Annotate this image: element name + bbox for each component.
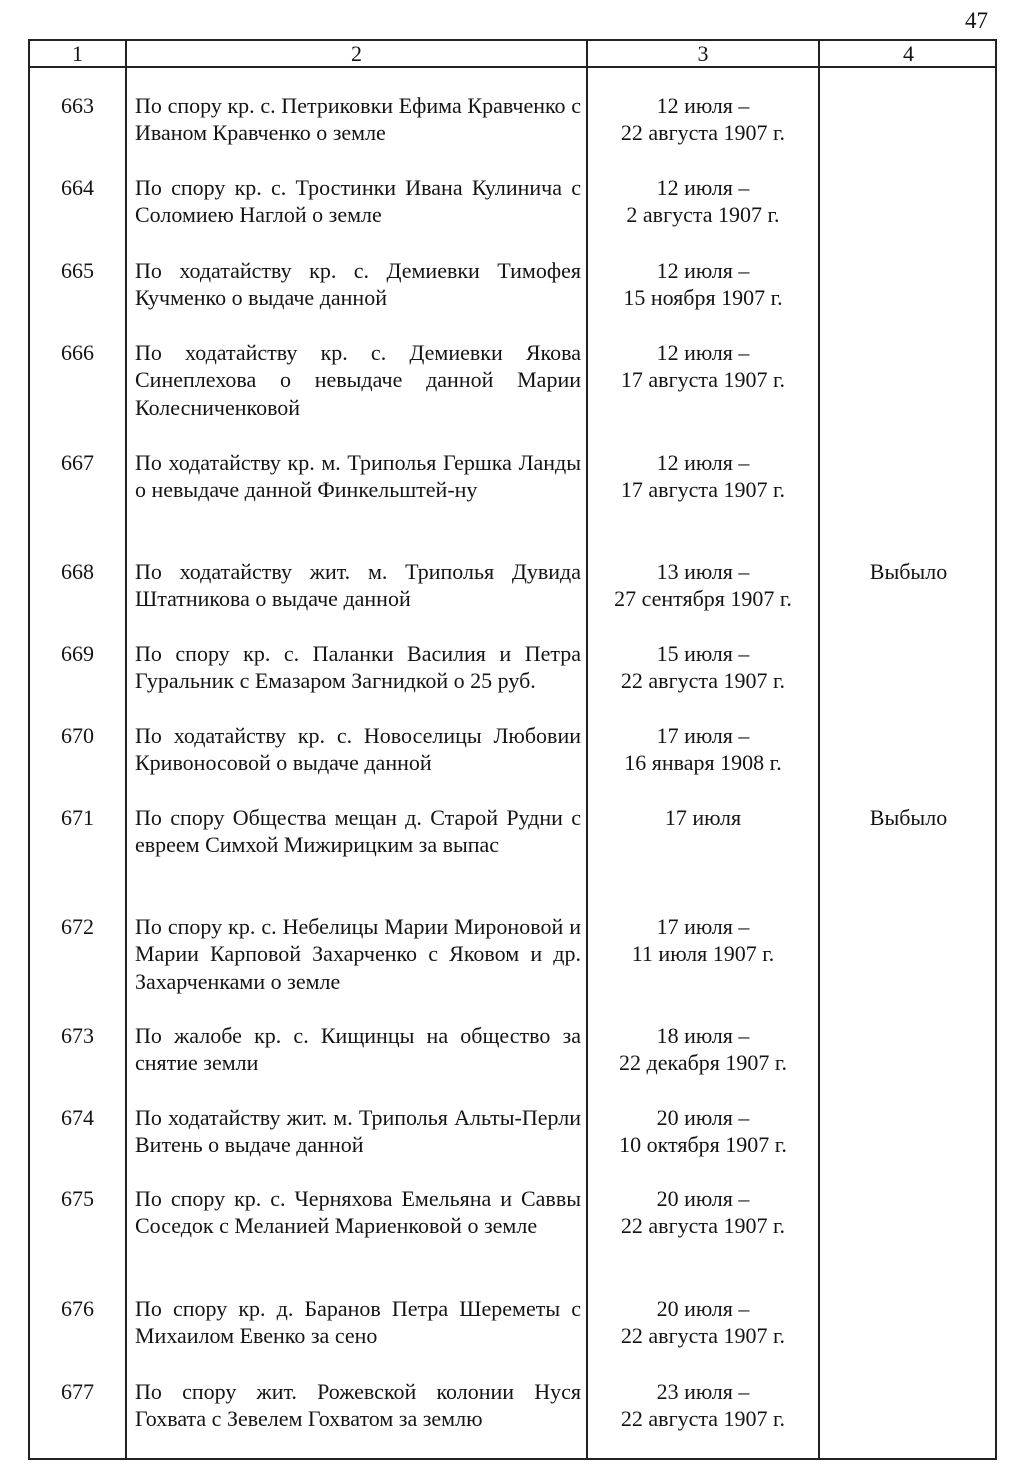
- date-start: 17 июля: [664, 805, 742, 830]
- date-start: 23 июля –: [656, 1379, 750, 1404]
- table-header: [30, 41, 995, 68]
- date-end: 15 ноября 1907 г.: [623, 285, 783, 311]
- column-divider: [818, 41, 820, 1458]
- row-description: По ходатайству кр. с. Демиевки Якова Синеплехова о невыдаче данной Марии Колесниченковой: [135, 340, 581, 420]
- row-number: 666: [61, 340, 94, 365]
- date-end: 22 августа 1907 г.: [620, 1406, 786, 1432]
- row-dates: [588, 1104, 818, 1159]
- column-divider: [125, 41, 127, 1458]
- row-dates: [588, 257, 818, 312]
- row-number: 674: [61, 1105, 94, 1130]
- row-description: По ходатайству жит. м. Триполья Альты-Перли Витень о выдаче данной: [135, 1105, 581, 1158]
- row-description: По спору Общества мещан д. Старой Рудни с евреем Симхой Мижирицким за выпас: [135, 805, 581, 858]
- date-end: 16 января 1908 г.: [624, 750, 782, 776]
- column-header-1: 1: [72, 41, 83, 66]
- row-dates: [588, 1022, 818, 1077]
- row-number: 676: [61, 1296, 94, 1321]
- row-number: 664: [61, 175, 94, 200]
- row-dates: [588, 1185, 818, 1240]
- date-start: 17 июля –: [656, 914, 750, 939]
- date-end: 10 октября 1907 г.: [619, 1132, 787, 1158]
- date-end: 17 августа 1907 г.: [620, 477, 786, 503]
- row-number: 665: [61, 258, 94, 283]
- date-end: 17 августа 1907 г.: [620, 367, 786, 393]
- date-end: 22 августа 1907 г.: [620, 1213, 786, 1239]
- column-header-3: 3: [697, 41, 709, 66]
- row-number: 667: [61, 450, 94, 475]
- row-dates: [588, 339, 818, 394]
- row-description: По спору кр. с. Тростинки Ивана Кулинича с Соломиею Наглой о земле: [135, 175, 581, 228]
- date-start: 15 июля –: [656, 641, 750, 666]
- row-dates: [588, 640, 818, 695]
- date-end: 22 декабря 1907 г.: [619, 1050, 787, 1076]
- date-start: 12 июля –: [656, 340, 750, 365]
- register-table: [28, 39, 997, 1460]
- row-description: По ходатайству жит. м. Триполья Дувида Штатникова о выдаче данной: [135, 559, 581, 612]
- row-description: По спору кр. с. Черняхова Емельяна и Саввы Соседок с Меланией Мариенковой о земле: [135, 1186, 581, 1239]
- date-start: 17 июля –: [656, 723, 750, 748]
- page-number: 47: [965, 8, 988, 33]
- column-header-2: 2: [351, 41, 362, 66]
- row-note: Выбыло: [869, 805, 948, 830]
- row-number: 675: [61, 1186, 94, 1211]
- column-header-4: 4: [903, 41, 914, 66]
- row-number: 668: [61, 559, 94, 584]
- date-start: 12 июля –: [656, 258, 750, 283]
- row-dates: [588, 449, 818, 504]
- row-description: По жалобе кр. с. Кищинцы на общество за снятие земли: [135, 1023, 581, 1076]
- row-dates: [588, 804, 818, 831]
- row-description: По спору кр. с. Паланки Василия и Петра Гуральник с Емазаром Загнидкой о 25 руб.: [135, 641, 581, 694]
- row-description: По ходатайству кр. с. Демиевки Тимофея Кучменко о выдаче данной: [135, 258, 581, 311]
- row-description: По спору кр. с. Петриковки Ефима Кравченко с Иваном Кравченко о земле: [135, 93, 581, 146]
- row-description: По спору кр. д. Баранов Петра Шереметы с Михаилом Евенко за сено: [135, 1296, 581, 1349]
- date-start: 13 июля –: [656, 559, 750, 584]
- date-end: 2 августа 1907 г.: [626, 202, 780, 228]
- row-dates: [588, 174, 818, 229]
- date-end: 27 сентября 1907 г.: [614, 586, 792, 612]
- row-number: 671: [61, 805, 94, 830]
- row-number: 663: [61, 93, 94, 118]
- date-end: 22 августа 1907 г.: [620, 668, 786, 694]
- row-description: По ходатайству кр. м. Триполья Гершка Ланды о невыдаче данной Финкельштей-ну: [135, 450, 581, 503]
- row-dates: [588, 1378, 818, 1433]
- row-note: Выбыло: [869, 559, 948, 584]
- row-dates: [588, 1295, 818, 1350]
- date-start: 20 июля –: [656, 1105, 750, 1130]
- row-description: По спору жит. Рожевской колонии Нуся Гохвата с Зевелем Гохватом за землю: [135, 1379, 581, 1432]
- row-description: По спору кр. с. Небелицы Марии Мироновой и Марии Карповой Захарченко с Яковом и др. Захарченками о земле: [135, 914, 581, 994]
- row-number: 672: [61, 914, 94, 939]
- row-dates: [588, 558, 818, 613]
- date-start: 12 июля –: [656, 175, 750, 200]
- date-end: 22 августа 1907 г.: [620, 1323, 786, 1349]
- date-start: 18 июля –: [656, 1023, 750, 1048]
- row-dates: [588, 92, 818, 147]
- date-start: 20 июля –: [656, 1186, 750, 1211]
- date-start: 12 июля –: [656, 93, 750, 118]
- row-number: 669: [61, 641, 94, 666]
- row-dates: [588, 722, 818, 777]
- date-start: 12 июля –: [656, 450, 750, 475]
- row-number: 677: [61, 1379, 94, 1404]
- row-number: 670: [61, 723, 94, 748]
- date-end: 11 июля 1907 г.: [631, 941, 775, 967]
- date-end: 22 августа 1907 г.: [620, 120, 786, 146]
- row-description: По ходатайству кр. с. Новоселицы Любовии Кривоносовой о выдаче данной: [135, 723, 581, 776]
- row-dates: [588, 913, 818, 968]
- date-start: 20 июля –: [656, 1296, 750, 1321]
- row-number: 673: [61, 1023, 94, 1048]
